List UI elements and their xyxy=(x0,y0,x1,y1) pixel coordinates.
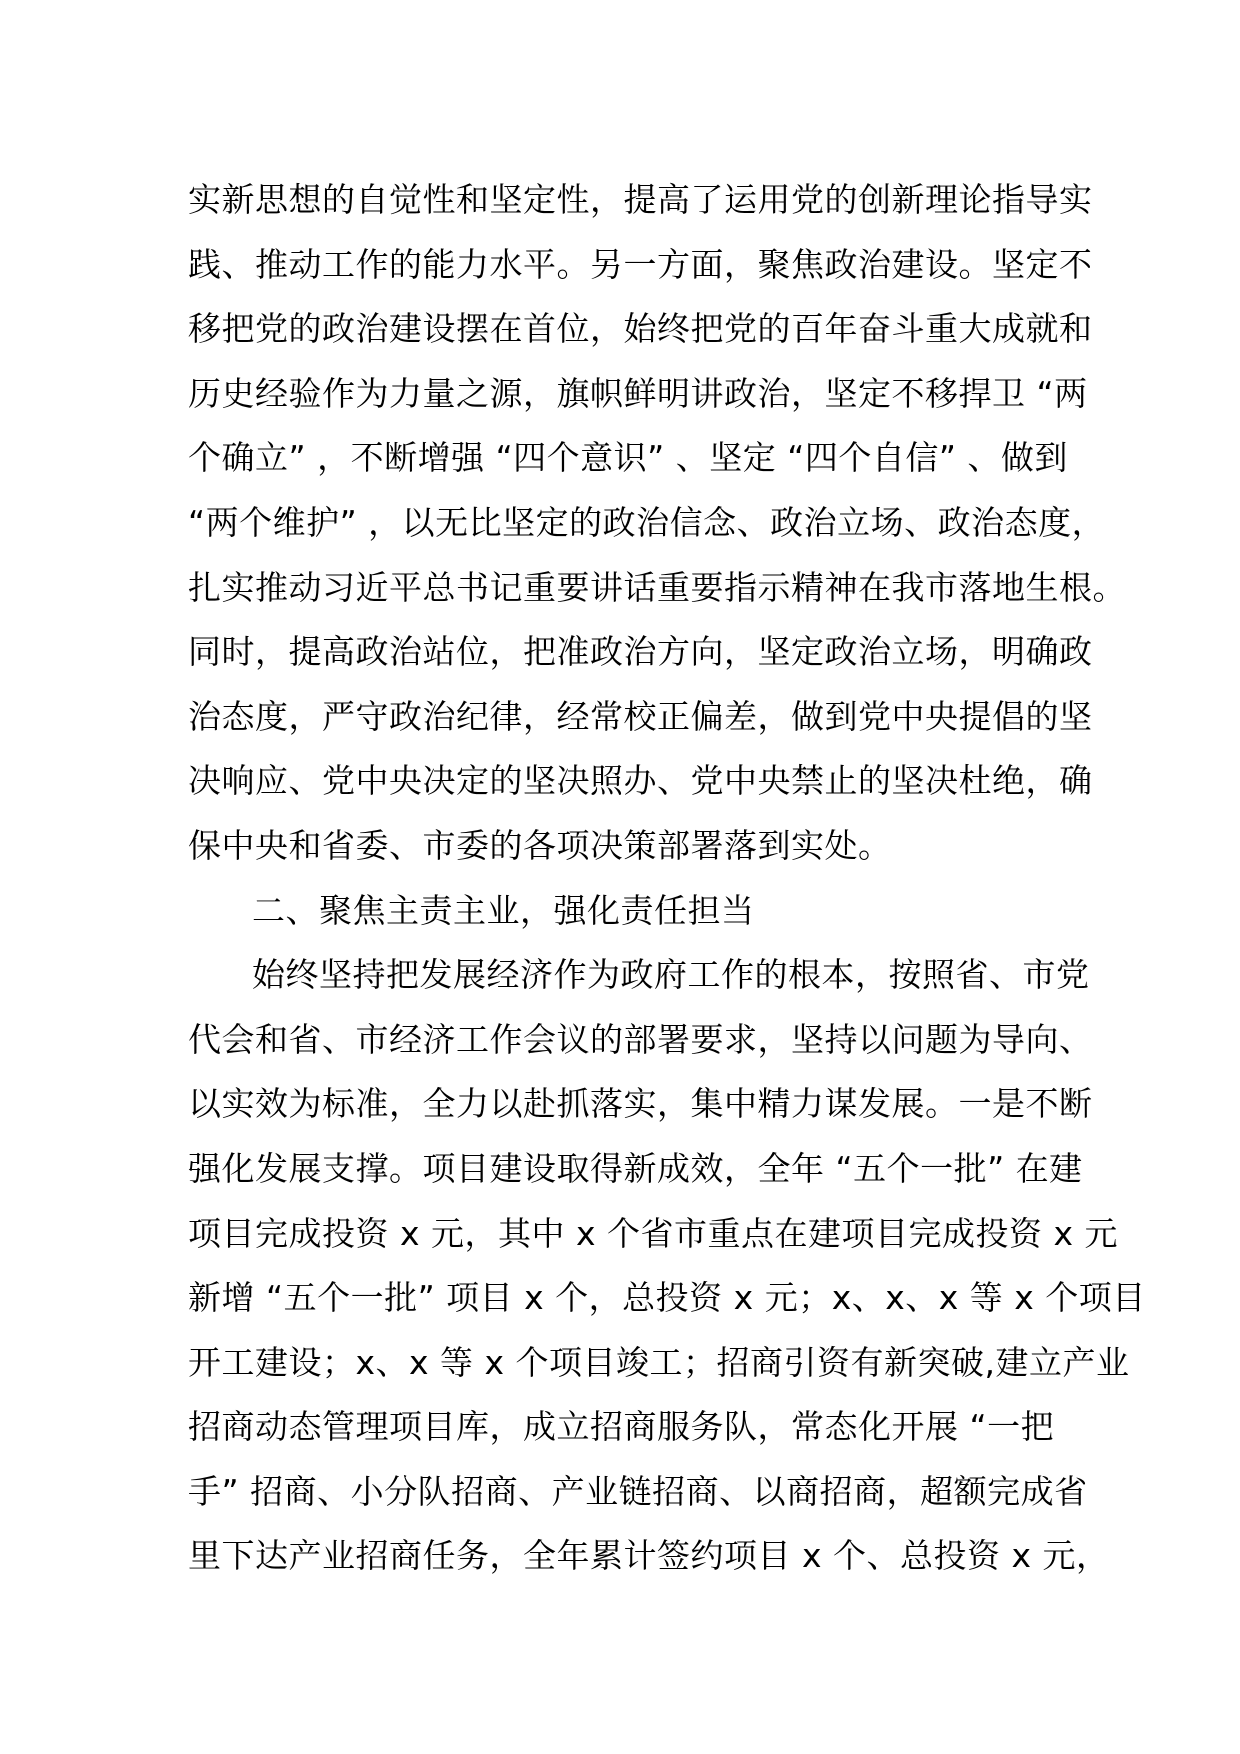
text-line: 历史经验作为力量之源，旗帜鲜明讲政治，坚定不移捍卫 “两 xyxy=(188,373,1088,413)
text-line: 招商动态管理项目库，成立招商服务队，常态化开展 “一把 xyxy=(188,1407,1055,1447)
text-line: 治态度，严守政治纪律，经常校正偏差，做到党中央提倡的坚 xyxy=(188,696,1093,736)
text-line: “两个维护” ，以无比坚定的政治信念、政治立场、政治态度， xyxy=(188,502,1106,542)
text-line: 新增 “五个一批” 项目 x 个，总投资 x 元；x、x、x 等 x 个项目 xyxy=(188,1278,1146,1318)
text-line: 同时，提高政治站位，把准政治方向，坚定政治立场，明确政 xyxy=(188,632,1093,672)
text-line: 代会和省、市经济工作会议的部署要求，坚持以问题为导向、 xyxy=(188,1019,1093,1059)
text-line: 强化发展支撑。项目建设取得新成效，全年 “五个一批” 在建 xyxy=(188,1148,1083,1188)
body-text xyxy=(188,168,1146,1589)
text-line: 移把党的政治建设摆在首位，始终把党的百年奋斗重大成就和 xyxy=(188,309,1093,349)
paragraph-start-line: 始终坚持把发展经济作为政府工作的根本，按照省、市党 xyxy=(252,955,1090,995)
text-line: 保中央和省委、市委的各项决策部署落到实处。 xyxy=(188,825,892,865)
text-line: 项目完成投资 x 元，其中 x 个省市重点在建项目完成投资 x 元 xyxy=(188,1213,1119,1253)
text-line: 里下达产业招商任务，全年累计签约项目 x 个、总投资 x 元， xyxy=(188,1536,1110,1576)
section-heading: 二、聚焦主责主业，强化责任担当 xyxy=(252,890,755,930)
text-line: 扎实推动习近平总书记重要讲话重要指示精神在我市落地生根。 xyxy=(188,567,1126,607)
text-line: 决响应、党中央决定的坚决照办、党中央禁止的坚决杜绝，确 xyxy=(188,761,1093,801)
text-line: 以实效为标准，全力以赴抓落实，集中精力谋发展。一是不断 xyxy=(188,1084,1093,1124)
text-line: 开工建设；x、x 等 x 个项目竣工；招商引资有新突破,建立产业 xyxy=(188,1342,1130,1382)
text-line: 践、推动工作的能力水平。另一方面，聚焦政治建设。坚定不 xyxy=(188,244,1093,284)
text-line: 个确立” ，不断增强 “四个意识” 、坚定 “四个自信” 、做到 xyxy=(188,438,1068,478)
text-line: 手” 招商、小分队招商、产业链招商、以商招商，超额完成省 xyxy=(188,1471,1088,1511)
text-line: 实新思想的自觉性和坚定性，提高了运用党的创新理论指导实 xyxy=(188,180,1093,219)
